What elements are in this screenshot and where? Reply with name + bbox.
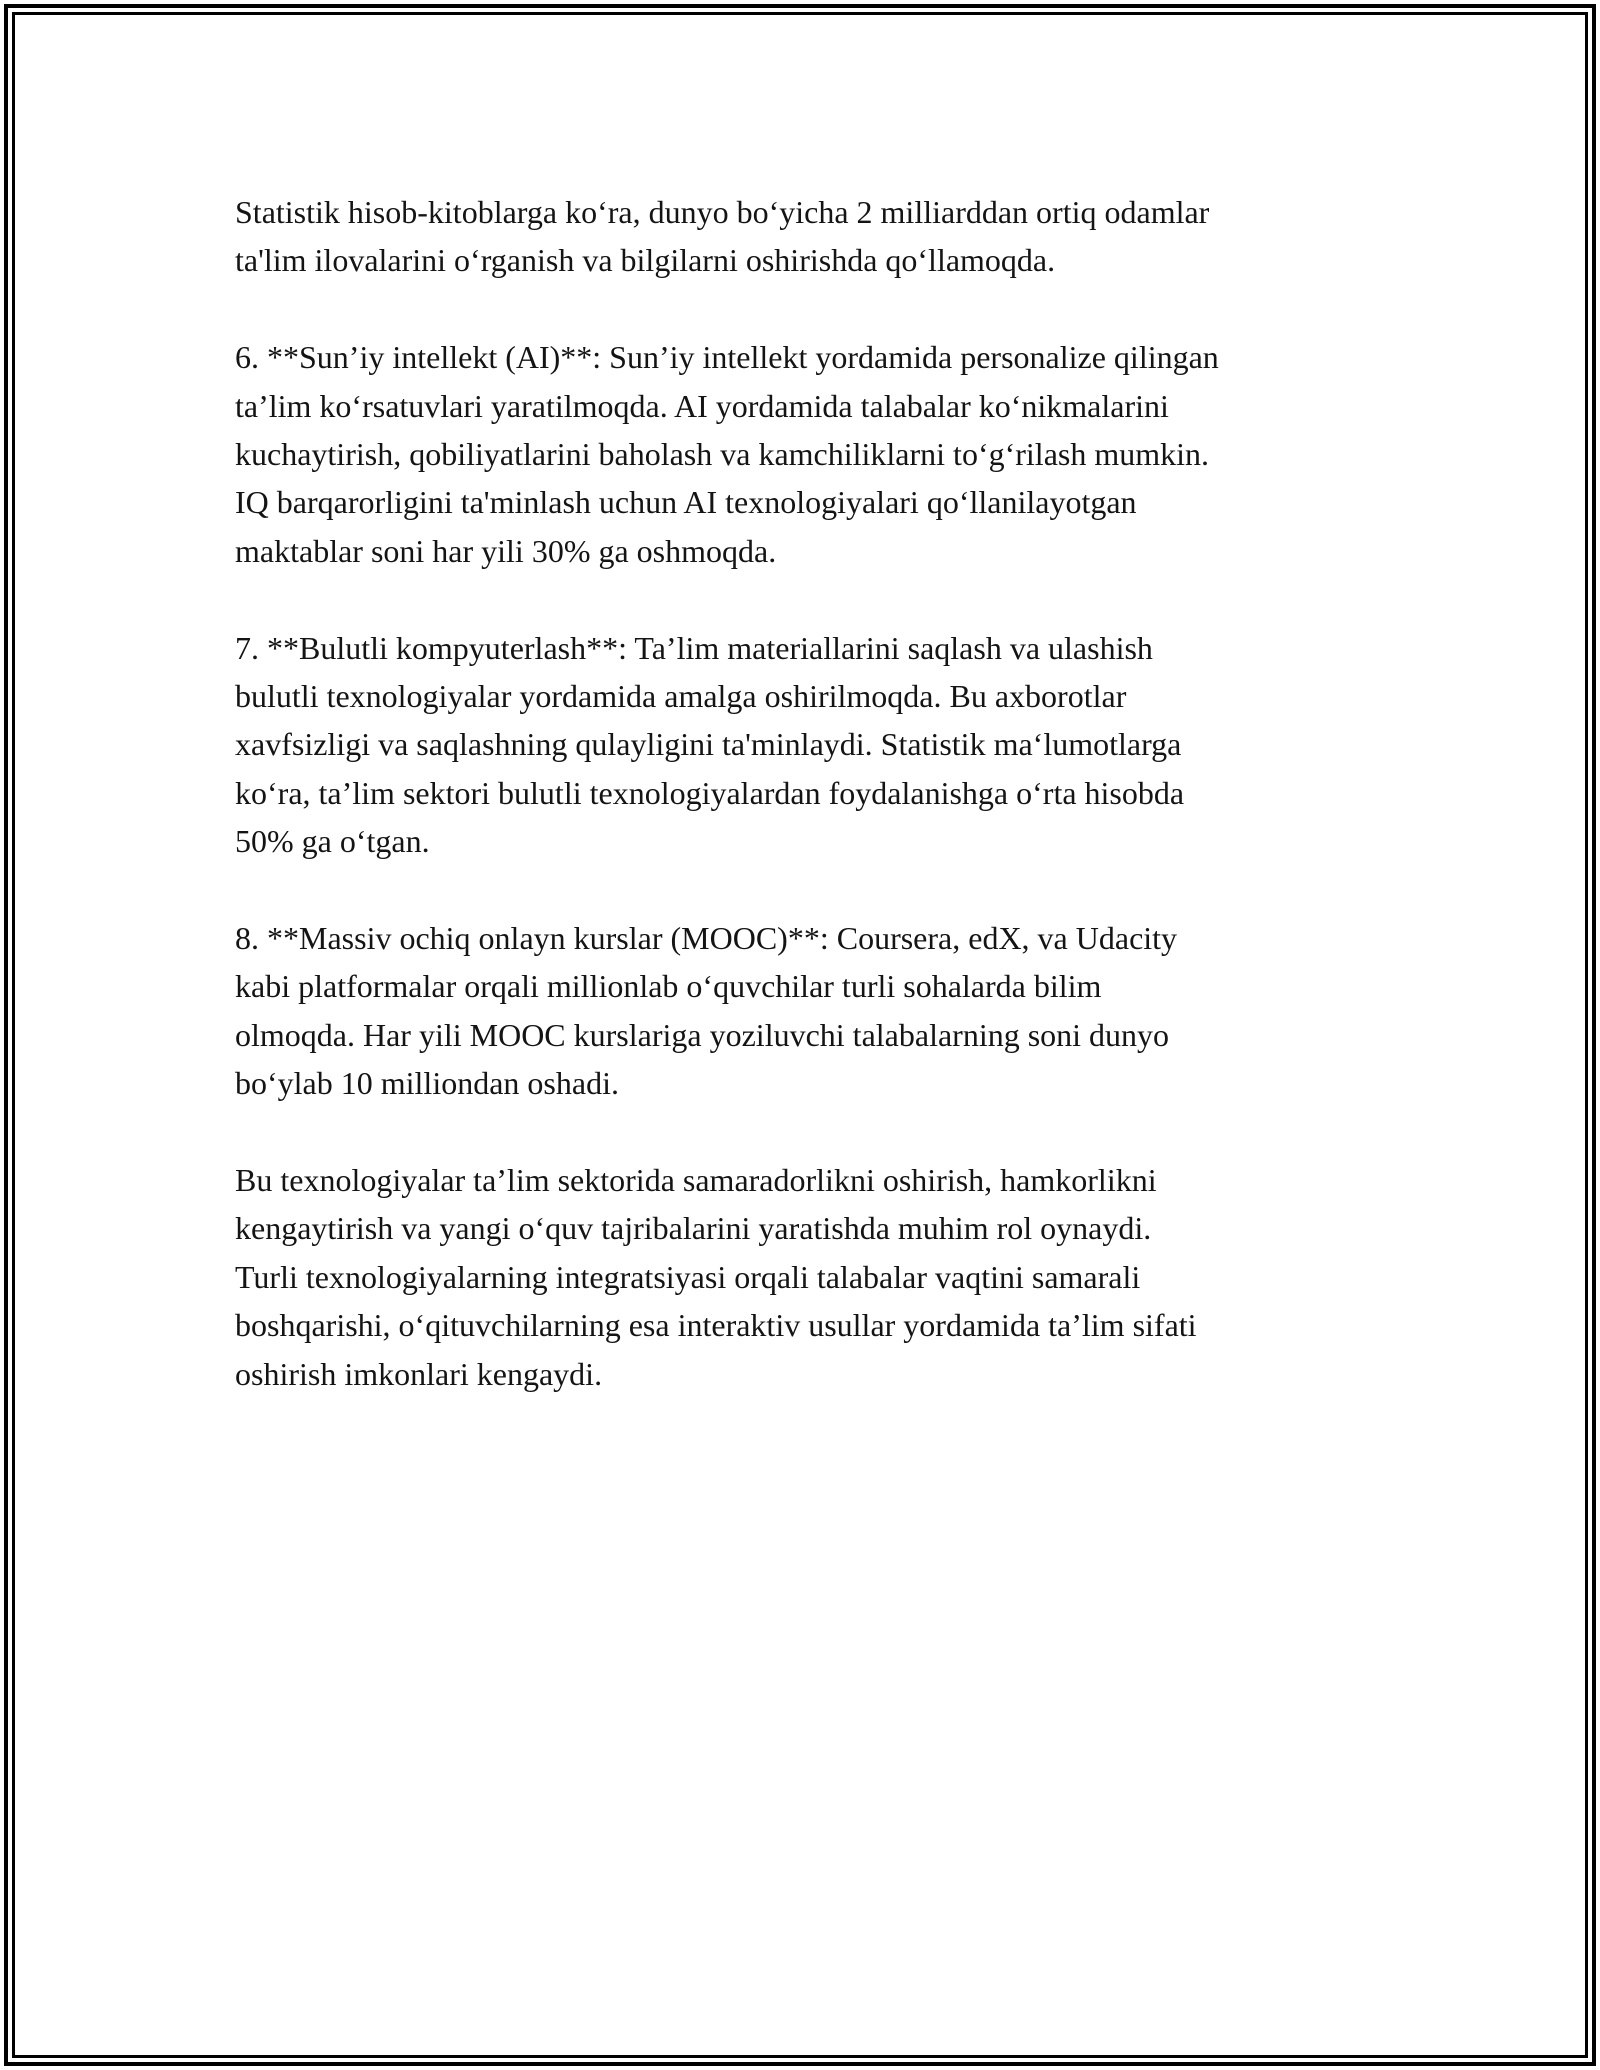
text-line: 7. **Bulutli kompyuterlash**: Ta’lim materiallarini saqlash va ulashish	[235, 629, 1153, 666]
text-line: oshirish imkonlari kengaydi.	[235, 1355, 603, 1392]
text-line: kabi platformalar orqali millionlab o‘quvchilar turli sohalarda bilim	[235, 968, 1102, 1005]
text-line: 50% ga o‘tgan.	[235, 823, 430, 860]
text-line: xavfsizligi va saqlashning qulayligini ta'minlaydi. Statistik ma‘lumotlarga	[235, 726, 1182, 763]
paragraph-item-6-ai	[235, 333, 1415, 575]
paragraph-item-7-cloud	[235, 624, 1415, 866]
text-line: ta’lim ko‘rsatuvlari yaratilmoqda. AI yordamida talabalar ko‘nikmalarini	[235, 387, 1169, 424]
text-line: IQ barqarorligini ta'minlash uchun AI texnologiyalari qo‘llanilayotgan	[235, 484, 1137, 521]
text-line: Statistik hisob-kitoblarga ko‘ra, dunyo bo‘yicha 2 milliarddan ortiq odamlar	[235, 194, 1210, 230]
paragraph-intro-statistics	[235, 188, 1415, 285]
text-line: bulutli texnologiyalar yordamida amalga oshirilmoqda. Bu axborotlar	[235, 678, 1127, 715]
text-line: 8. **Massiv ochiq onlayn kurslar (MOOC)**: Coursera, edX, va Udacity	[235, 920, 1178, 957]
text-line: boshqarishi, o‘qituvchilarning esa interaktiv usullar yordamida ta’lim sifati	[235, 1307, 1197, 1344]
text-line: ko‘ra, ta’lim sektori bulutli texnologiyalardan foydalanishga o‘rta hisobda	[235, 774, 1185, 811]
text-line: ta'lim ilovalarini o‘rganish va bilgilarni oshirishda qo‘llamoqda.	[235, 242, 1056, 279]
text-line: maktablar soni har yili 30% ga oshmoqda.	[235, 532, 777, 569]
paragraph-conclusion	[235, 1156, 1415, 1398]
paragraph-item-8-mooc	[235, 914, 1415, 1108]
text-line: Turli texnologiyalarning integratsiyasi orqali talabalar vaqtini samarali	[235, 1258, 1141, 1295]
text-line: Bu texnologiyalar ta’lim sektorida samaradorlikni oshirish, hamkorlikni	[235, 1162, 1157, 1199]
text-line: olmoqda. Har yili MOOC kurslariga yoziluvchi talabalarning soni dunyo	[235, 1016, 1170, 1053]
text-line: kengaytirish va yangi o‘quv tajribalarini yaratishda muhim rol oynaydi.	[235, 1210, 1152, 1247]
document-body	[235, 188, 1415, 1446]
text-line: bo‘ylab 10 milliondan oshadi.	[235, 1065, 619, 1102]
text-line: kuchaytirish, qobiliyatlarini baholash va kamchiliklarni to‘g‘rilash mumkin.	[235, 436, 1210, 473]
text-line: 6. **Sun’iy intellekt (AI)**: Sun’iy intellekt yordamida personalize qilingan	[235, 339, 1219, 376]
